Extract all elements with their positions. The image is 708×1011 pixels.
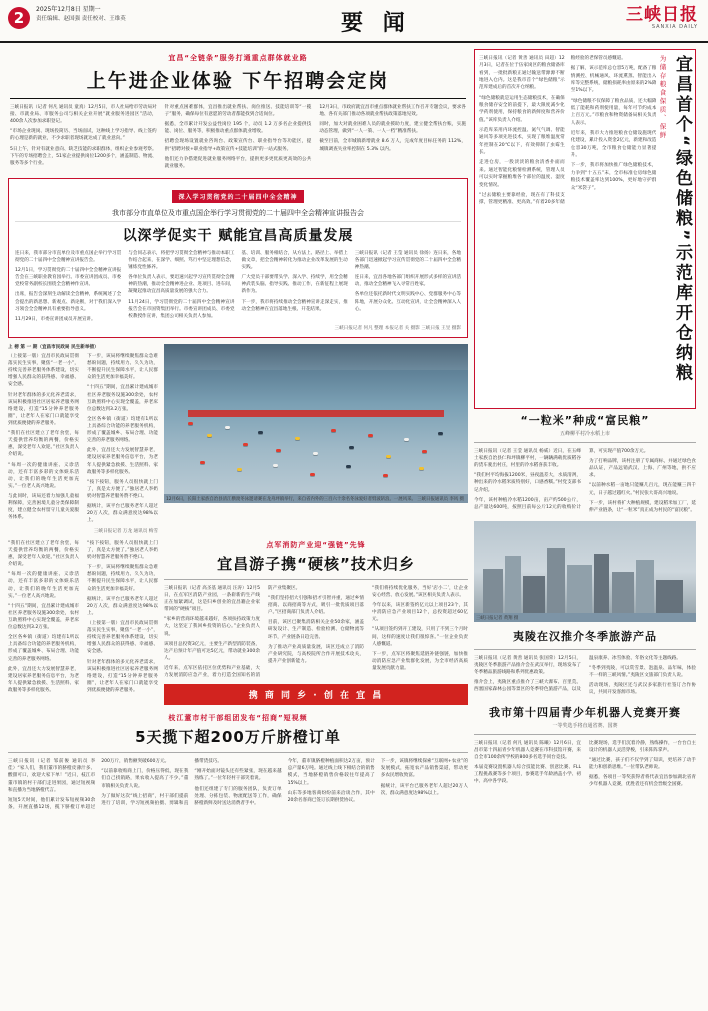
green-grain-subhead: 为储存粮食保质、保鲜 bbox=[658, 55, 667, 140]
paragraph: 下一步，点军区将聚焦延链补链强链，加快推动消防应急产业集群化发展，为全市经济高质量发展贡献力量。 bbox=[372, 651, 468, 671]
paragraph: 下一步，该局将继续聚焦群众急难愁盼问题，持续用力、久久为功，不断提升民生保障水平，让人民群众的生活更加幸福美好。 bbox=[87, 353, 158, 381]
city-photo bbox=[474, 521, 696, 622]
story-youzi-kicker: 点军消防产业迎“强链”先锋 bbox=[266, 540, 366, 549]
story-employment-kicker: 宜昌“全链条”服务打通重点群体就业路 bbox=[168, 54, 308, 62]
paragraph: 11月24日，学习贯彻党的二十届四中全会精神宣讲报告会在市国资集团举行。市委宣讲团成员、市委党校教授作宣讲，集团公司相关负责人参加。 bbox=[128, 299, 235, 319]
paragraph: 山东等多地客商纷纷前来洽谈合作，其中20余名客商已签订长期供货协议。 bbox=[287, 790, 375, 803]
paragraph: 下一步，该局将继续聚焦群众急难愁盼问题，持续用力、久久为功，不断提升民生保障水平，让人民群众的生活更加幸福美好。 bbox=[87, 565, 158, 592]
story-tourism-headline: 夷陵在汉推介冬季旅游产品 bbox=[513, 630, 657, 644]
swim-photo-caption: 12月6日，长阳土家族自治县清江横渡冬泳邀请赛在龙舟坪镇举行，来自省内外的三百六十余名冬泳爱好者劈波斩浪、一展风采。 三峡日报通讯员 李风 摄 bbox=[166, 496, 464, 502]
paragraph: 与此同时，该局还着力加强儿童福利保障，完善困境儿童分类保障制度，建立健全农村留守儿童关爱服务体系。 bbox=[8, 493, 79, 521]
paragraph: 针对老年群体的多元化养老需求，该局积极推进社区居家养老服务网络建设，打造“15分钟养老服务圈”，让老年人在家门口就能享受到优质便捷的养老服务。 bbox=[8, 392, 79, 426]
paragraph: 为了推动产业高质量发展，该区还成立了消防产业研究院，与高校院所合作开展技术攻关，提升产业创新能力。 bbox=[268, 644, 364, 664]
paragraph: 5日上午，针对有就业意向、缺乏技能的求职群体，组织企业参观考察。下午的专场招聘会上，51家企业提供岗位1200多个，涵盖制造、物流、服务等多个行业。 bbox=[10, 146, 157, 166]
page-body bbox=[0, 43, 708, 821]
paragraph: “每周一次的健康讲座、义诊活动，还有丰富多彩的文体娱乐活动，让我们的晚年生活更加充实。”一位老人高兴地说。 bbox=[8, 462, 79, 489]
left-feature-byline: 三峡日报记者 万龙 通讯员 梅雪 bbox=[93, 528, 158, 534]
paragraph: 据了解，该示范库总仓容5万吨，配备了粮情测控、机械通风、环流熏蒸、智能出入库等完整系统，储粮损耗率由原来的2%降至1%以下。 bbox=[570, 66, 657, 94]
left-columns bbox=[8, 49, 468, 811]
newspaper-logo bbox=[626, 6, 698, 30]
paragraph: “绿色储粮就是运用生态储粮技术，在确保粮食储存安全的前提下，最大限度减少化学药剂使用，保持粮食的新鲜度和营养价值。”该库负责人介绍。 bbox=[479, 95, 565, 123]
plenary-headline: 以深学促实干 赋能宜昌高质量发展 bbox=[122, 227, 354, 244]
paragraph: （上接第一版）宜昌市民政局贯彻落实民生实事，聚焦“一老一小”，持续完善养老服务体系建设，切实增强人民群众的获得感、幸福感、安全感。 bbox=[8, 353, 79, 388]
divider bbox=[474, 734, 696, 735]
paragraph: 短短5天时间，他们累计发布短视频30余条，开展直播12场，揽下脐橙订单超过200万斤，销售额突破600万元。 bbox=[8, 759, 170, 810]
paragraph: 本届竞赛设置机器人综合技能比赛、创意比赛、FLL工程挑战赛等多个项目，参赛选手年龄涵盖小学、初中、高中各学段。 bbox=[474, 764, 581, 785]
paragraph: 今年以来，该区新签约亿元以上项目23个，其中消防应急产业项目12个，总投资超过60亿元。 bbox=[372, 603, 468, 623]
paragraph: 与会同志表示，将把学习贯彻全会精神与推动本职工作结合起来，在深学、细照、笃行中坚定理想信念，锤炼党性修养。 bbox=[128, 250, 235, 271]
paragraph: 他们还力争搭建促进就业服务网络平台，提供更多更优质更高效的公共就业服务。 bbox=[164, 156, 312, 169]
feature-and-photo bbox=[8, 344, 468, 534]
plenary-subhead: 我市部分市直单位及市重点国企举行学习贯彻党的二十届四中全会精神宣讲报告会 bbox=[15, 208, 461, 222]
story-robot-body bbox=[474, 740, 696, 790]
paragraph: 走进仓房，一股淡淡的粮食清香扑面而来。通过智能化粮情检测系统，管理人员可以实时掌握粮堆各个部位的温度、湿度变化情况。 bbox=[479, 160, 565, 188]
paragraph: “从项目签约到开工建设，只用了不到三个月时间，这样的速度让我们很惊喜。”一位企业负责人感慨道。 bbox=[372, 627, 468, 647]
paragraph: 活动现场，夷陵区还与武汉多家旅行社签订合作协议，共同开发客源市场。 bbox=[589, 683, 696, 696]
story-green-grain bbox=[474, 49, 696, 409]
paragraph: “冬季到夷陵，可以赏雪景、泡温泉、品年味，体验不一样的三峡风情。”夷陵区文旅部门负责人说。 bbox=[589, 666, 696, 679]
paragraph: 三峡日报讯（记者 王莹 通讯员 杨威）近日，在五峰土家族自治县仁和坪镇柳平村，一辆辆满载优质稻谷的货车驶出村庄，村里的冷水稻喜获丰收。 bbox=[474, 449, 581, 469]
logo-subtext: SANXIA DAILY bbox=[651, 23, 698, 30]
right-column bbox=[474, 49, 696, 811]
story-orange bbox=[8, 713, 468, 811]
logo-text: 三峡日报 bbox=[626, 5, 698, 25]
story-robot-subhead: 一等奖选手将直通省赛、国赛 bbox=[552, 722, 618, 729]
paragraph: “刚开始面对镜头还有些紧张，现在越来越熟练了。”一位年轻村干部笑着说。 bbox=[194, 769, 282, 782]
paragraph: 该项目总投资3亿元，主要生产新型消防装备，达产后预计年产值可达5亿元，带动就业300余人。 bbox=[164, 641, 260, 661]
paragraph: 今年，该村种植冷水稻1200亩，亩产约500公斤，总产量达600吨，按照目前每公斤12元的收购价计算，可实现产值700余万元。 bbox=[474, 449, 649, 510]
paragraph: 连日来，我市部分市直单位及市重点国企举行学习贯彻党的二十届四中全会精神宣讲报告会。 bbox=[15, 250, 122, 263]
paragraph: 三峡日报讯（记者 邹前俊 通讯员 李佳）“家人们，我们董市的脐橙皮薄汁多、酸甜可口，欢迎大家下单！”近日，枝江市董市镇的村干部们走进果园，通过短视频和直播为当地脐橙代言。 bbox=[8, 759, 96, 793]
story-rice-subhead: 五峰柳平村冷水稻上市 bbox=[559, 431, 610, 437]
paragraph: 11月29日，市委宣讲团成员开展宣讲。 bbox=[15, 316, 96, 322]
green-grain-body bbox=[479, 55, 656, 403]
story-rice bbox=[474, 412, 696, 514]
paragraph: 三峡日报讯（记者 王莹 通讯员 徐扬）连日来，各地各部门迅速掀起学习宣传贯彻党的二十届四中全会精神热潮。 bbox=[354, 250, 461, 271]
paragraph: 三峡日报讯（记者 黄善 通讯员 张国荣）12月5日，夷陵区冬季旅游产品推介会在武汉举行，现场发布了冬季精品旅游线路和系列优惠政策。 bbox=[474, 656, 581, 676]
paragraph: 连日来，宜昌各地各部门组织开展形式多样的宣讲活动，推动全会精神飞入寻常百姓家。 bbox=[354, 275, 461, 288]
promo-banner: 携 商 同 乡 · 创 在 宜 昌 bbox=[164, 684, 468, 705]
story-rice-body bbox=[474, 448, 696, 514]
paragraph: 今年，董市镇脐橙种植面积达2万亩，预计总产量6万吨。通过线上线下相结合的销售模式，当地脐橙销售价格较往年提高了15%以上。 bbox=[287, 759, 375, 786]
story-youzi-wrap bbox=[8, 540, 468, 709]
left-feature-body bbox=[8, 353, 158, 526]
story-employment-body bbox=[10, 104, 466, 170]
divider bbox=[164, 579, 468, 580]
swimmers-group bbox=[164, 344, 468, 494]
paragraph: 此外，宜昌还大力发展智慧养老，建设居家养老服务信息平台，为老年人提供紧急救援、生活照料、家政服务等多样化服务。 bbox=[87, 448, 158, 475]
paragraph: “以前种水稻一亩地只能赚几百元，现在能赚三四千元，日子越过越红火。”村民张大哥高兴地说。 bbox=[589, 483, 696, 496]
paragraph: 比赛现场，选手们沉着冷静，熟练操作，一台台自主设计的机器人灵活穿梭，引来阵阵掌声。 bbox=[589, 740, 696, 753]
left-feature-title: 上 榜 第 一 期（宜昌市民政局 民生新举措） bbox=[8, 344, 99, 350]
paragraph: “以前靠收购商上门，价格压得低，现在我们自己找销路，果农收入提高了不少。”董市镇相关负责人说。 bbox=[101, 769, 189, 789]
paragraph: 同时，加大对就业困难人员的就业援助力度，建立健全帮扶台账，实施动态管理，做到“一人一策、一人一档”精准帮扶。 bbox=[319, 122, 466, 135]
paragraph: 三峡日报讯（记者 高圣基 通讯员 汪涛）12月5日，在点军区消防产业园，一条崭新的生产线正在加紧调试，这是归乡创业的宜昌籍企业家带回的“硬核”项目。 bbox=[164, 585, 260, 613]
plenary-tag: 深入学习贯彻党的二十届四中全会精神 bbox=[172, 190, 303, 203]
swim-photo bbox=[164, 344, 468, 503]
paragraph: 截至目前，全市城镇新增就业 8.6 万人，完成年度目标任务的 112%，城镇调查失业率控制在 5.3% 以内。 bbox=[319, 139, 466, 152]
divider bbox=[474, 442, 696, 443]
left-feature-column-2 bbox=[8, 540, 158, 709]
paragraph: 据悉，全市累计开发公益性岗位 195 个，动员 1.2 万多名企业提供技能、岗位、服务等，积极推动重点群体就业增收。 bbox=[164, 122, 312, 135]
plenary-byline: 三峡日报记者 何凡 整理 本报记者 关 摄影 三峡日报 王昱 摄影 bbox=[334, 325, 461, 331]
paragraph: 广大党员干部要带头学、深入学、持续学，用全会精神武装头脑、指导实践、推动工作，在新征程上展现新作为。 bbox=[241, 275, 348, 295]
story-employment bbox=[8, 49, 468, 172]
masthead bbox=[0, 0, 708, 43]
divider bbox=[10, 98, 466, 99]
paragraph: 下一步，我市将加快推广绿色储粮技术，力争到“十五五”末，全市标准仓房绿色储粮技术覆盖率达到100%，更好地守护群众“米袋子”。 bbox=[570, 163, 657, 191]
paragraph: 全区各乡镇（街道）均建有1所以上具备综合功能的养老服务机构，形成了覆盖城乡、布局合理、功能完善的养老服务网络。 bbox=[87, 416, 158, 444]
paragraph: 三峡日报讯（记者 黄善 通讯员 田超）12月3日，记者在位于伍家岗区的粮食储备库看到，一批批新粮正通过输送带源源不断地进入仓内。这是我市首个“绿色储粮”示范库建成后的首次开仓纳粮。 bbox=[479, 56, 565, 91]
story-tourism-body bbox=[474, 655, 696, 697]
story-orange-headline: 5天揽下超200万斤脐橙订单 bbox=[135, 728, 341, 747]
divider bbox=[8, 752, 468, 753]
paragraph: 招聘会现场设置就业咨询台、政策宣传台、职业指导台等功能区，提供“招聘对接+职业指导+政策宣传+技能培训”的一站式服务。 bbox=[164, 139, 312, 152]
paragraph: 出席，报告会深刻生动解读全会精神，系统阐述了全会提出的新思想、新观点、新论断，对于我们深入学习领会全会精神具有重要指导意义。 bbox=[15, 292, 122, 312]
paragraph: “按下按钮，服务人员很快就上门了，真是太方便了。”独居老人李奶奶对智慧养老服务赞不绝口。 bbox=[87, 540, 158, 561]
paragraph: （上接第一版）宜昌市民政局贯彻落实民生实事，聚焦“一老一小”，持续完善养老服务体系建设，切实增强人民群众的获得感、幸福感、安全感。 bbox=[87, 620, 158, 655]
paragraph: 三峡日报讯（记者 何凡 通讯员 陈曦）12月6日，宜昌市第十四届青少年机器人竞赛在市科技馆开赛，来自全市100余所学校的800多名选手同台竞技。 bbox=[474, 740, 581, 760]
paragraph: 据统计，该平台已服务老年人超过20万人次，群众满意度达98%以上。 bbox=[87, 596, 158, 616]
paragraph: 此外，宜昌还大力发展智慧养老，建设居家养老服务信息平台，为老年人提供紧急救援、生活照料、家政服务等多样化服务。 bbox=[8, 666, 79, 693]
paragraph: 近年来，点军区依托区位优势和产业基础，大力发展消防应急产业，着力打造全国知名的消防产业集聚区。 bbox=[164, 585, 301, 679]
paragraph: “十四五”期间，宜昌累计建成城市社区养老服务设施300余处，农村互助照料中心实现全覆盖，养老床位总数达到3.2万张。 bbox=[87, 385, 158, 412]
paragraph: 据统计，该平台已服务老年人超过20万人次，群众满意度达98%以上。 bbox=[87, 504, 158, 524]
left-feature-column bbox=[8, 344, 158, 534]
masthead-meta bbox=[36, 6, 126, 24]
paragraph: 三峡日报讯（记者 何凡 通讯员 童真）12月5日，市人社局给市劳动局对接、市就业局、市服务公司与相关企业开展“就业服务进园区”活动，400余人次参加求职登记。 bbox=[10, 105, 157, 125]
paragraph: “过去储粮主要靠经验，现在有了科技支撑，管理更精准、更高效。”有着20多年储粮经验的老保管员感慨道。 bbox=[479, 56, 626, 206]
story-employment-headline: 上午进企业体验 下午招聘会定岗 bbox=[86, 70, 390, 92]
paragraph: “十四五”期间，宜昌累计建成城市社区养老服务设施300余处，农村互助照料中心实现全覆盖，养老床位总数达到3.2万张。 bbox=[8, 603, 79, 631]
paragraph: “家乡的营商环境越来越好，各项扶持政策力度大，这坚定了我回乡投资的信心。”企业负责人说。 bbox=[164, 617, 260, 637]
paragraph: “每周一次的健康讲座、义诊活动，还有丰富多彩的文体娱乐活动，让我们的晚年生活更加充实。”一位老人高兴地说。 bbox=[8, 572, 79, 599]
paragraph: 近年来，我市大力推进粮食仓储设施现代化建设，累计投入资金2亿元，新建和改造仓容30万吨，全市粮食仓储能力显著提升。 bbox=[570, 131, 657, 159]
story-youzi-body bbox=[164, 585, 468, 679]
story-rice-headline: “一粒米”种成“富民粮” bbox=[520, 414, 650, 427]
paragraph: 推介会上，夷陵区重点推介了三峡大瀑布、百里荒、西塞国家森林公园等景区的冬季特色旅游产品，以及温泉康养、冰雪体验、年俗文化等主题线路。 bbox=[474, 656, 681, 693]
paragraph: 他们还组建了专门的服务团队，负责订单处理、分拣包装、物流配送等工作，确保脐橙新鲜及时送达消费者手中。 bbox=[194, 786, 282, 806]
paragraph: 针对重点困难群体，宜昌推出就业帮扶、岗位推送、技能培训等“一揽子”服务，确保每位有意愿的劳动者都能找到合适岗位。 bbox=[164, 105, 312, 118]
story-robot bbox=[474, 704, 696, 790]
swim-photo-image bbox=[164, 344, 468, 494]
paragraph: 下一步，该镇将继续探索“互联网+农业”的发展模式，拓宽农产品销售渠道，带动更多农民增收致富。 bbox=[380, 759, 468, 779]
paragraph: 据统计，该平台已服务老年人超过20万人次，群众满意度达98%以上。 bbox=[380, 783, 468, 796]
paragraph: “我们将持续优化服务，当好‘店小二’，让企业安心经营、放心发展。”该区相关负责人表示。 bbox=[372, 585, 468, 598]
paragraph: “我们在社区建立了老年食堂，每天提供营养均衡的两餐，价格实惠，深受老年人欢迎。”社区负责人介绍说。 bbox=[8, 431, 79, 458]
green-grain-headline: 宜昌首个“绿色储粮”示范库开仓纳粮 bbox=[672, 55, 692, 384]
story-tourism bbox=[474, 628, 696, 697]
story-youzi-headline: 宜昌游子携“硬核”技术归乡 bbox=[217, 554, 415, 573]
paragraph: “绿色储粮不仅保障了粮食品质，还大幅降低了能耗和药剂使用量，每年可节约成本上百万元。”市粮食和物资储备局相关负责人表示。 bbox=[570, 98, 657, 126]
story-youzi bbox=[164, 540, 468, 709]
paragraph: “按下按钮，服务人员很快就上门了，真是太方便了。”独居老人李奶奶对智慧养老服务赞不绝口。 bbox=[87, 479, 158, 499]
paragraph: 下一步，我市将持续推动全会精神宣讲走深走实，推动全会精神在宜昌落地生根、开花结果。 bbox=[241, 299, 348, 312]
paragraph: 全区各乡镇（街道）均建有1所以上具备综合功能的养老服务机构，形成了覆盖城乡、布局合理、功能完善的养老服务网络。 bbox=[8, 635, 79, 662]
paragraph: 各单位负责人表示，要迅速兴起学习宣传贯彻全会精神的热潮，推动全会精神进企业、进项目、进车间，凝聚起推动宜昌高质量发展的强大合力。 bbox=[128, 275, 235, 295]
paragraph: 下一步，该村将扩大种植规模，建设稻米加工厂，延伸产业链条，让“一粒米”真正成为村民的“富民粮”。 bbox=[589, 500, 696, 513]
story-orange-kicker: 枝江董市村干部组团发布“招商”短视频 bbox=[168, 714, 308, 723]
paragraph: 目前，该区已聚集消防相关企业50余家，涵盖研发设计、生产制造、检验检测、仓储物流等环节，产业链条日趋完善。 bbox=[268, 620, 364, 640]
issue-date: 2025年12月8日 星期一 bbox=[36, 6, 101, 13]
paragraph: “通过比赛，孩子们不仅学到了知识，更培养了动手能力和创新思维。”一位带队老师说。 bbox=[589, 757, 696, 770]
paragraph: 基、培训、服务相结合，从方法上、路径上、举措上做文章，把全会精神转化为推动企业改革发展的生动实践。 bbox=[241, 250, 348, 271]
paragraph: “我们在社区建立了老年食堂，每天提供营养均衡的两餐，价格实惠，深受老年人欢迎。”社区负责人介绍说。 bbox=[8, 540, 79, 568]
paragraph: “我们坚持招大引强和招才引智并重，通过乡情招商、以商招商等方式，吸引一批优质项目落户。”区招商部门负责人介绍。 bbox=[268, 595, 364, 616]
city-photo-caption: 三峡日报记者 黄翔 摄 bbox=[476, 615, 519, 621]
paragraph: 据悉，各项目一等奖获得者将代表宜昌参加湖北省青少年机器人竞赛，优胜者还有机会晋级全国赛。 bbox=[589, 775, 696, 788]
paragraph: 12月1日，学习贯彻党的二十届四中全会精神宣讲报告会在三峡职业教育园举行。市委宣讲团成员、市委党校常务副校长围绕全会精神作宣讲。 bbox=[15, 268, 122, 288]
paragraph: 12月3日，市政府就宜昌市重点群体就业帮扶工作召开专题会议，要求各地、各有关部门推动各项就业帮扶政策落地见效。 bbox=[319, 105, 466, 118]
paragraph: “我们村平均海拔1200米，昼夜温差大，水质清冽，种出来的冷水稻米质特别好，口感香糯。”村党支部书记介绍。 bbox=[474, 473, 581, 493]
paragraph: 为了做好这次“线上招商”，村干部们提前进行了培训，学习短视频拍摄、剪辑和直播带货技巧。 bbox=[101, 759, 222, 806]
story-robot-headline: 我市第十四届青少年机器人竞赛开赛 bbox=[489, 705, 681, 719]
page-number: 2 bbox=[8, 7, 30, 29]
paragraph: 各单位还依托新时代文明实践中心、党群服务中心等阵地，开展分众化、互动化宣讲，让全会精神深入人心。 bbox=[354, 292, 461, 312]
paragraph: 示范库采用内环流控温、氮气气调、智能通风等多项先进技术，实现了粮堆温度常年控制在20℃以下，有效抑制了虫霉生长。 bbox=[479, 128, 565, 156]
paragraph: 为了打响品牌，该村注册了专属商标，并通过绿色食品认证，产品远销武汉、上海、广州等地，供不应求。 bbox=[589, 459, 696, 479]
paragraph: 针对老年群体的多元化养老需求，该局积极推进社区居家养老服务网络建设，打造“15分钟养老服务圈”，让老年人在家门口就能享受到优质便捷的养老服务。 bbox=[87, 659, 158, 693]
story-plenary-session bbox=[8, 178, 468, 338]
divider bbox=[474, 649, 696, 650]
swim-photo-block bbox=[164, 344, 468, 534]
paragraph: “市场企业现岗、现场投简历、当场面试，这种线上学习指导、线上签约的心理是新的就业，不少求职者现场就达成了就业意向。” bbox=[10, 129, 157, 142]
left-feature-body-2 bbox=[8, 540, 158, 697]
plenary-body bbox=[15, 250, 461, 323]
section-title: 要 闻 bbox=[341, 11, 411, 36]
story-orange-body bbox=[8, 758, 468, 811]
editors-line: 责任编辑、赵国强 责任校对、王维英 bbox=[36, 16, 126, 23]
city-photo-image bbox=[474, 521, 696, 613]
